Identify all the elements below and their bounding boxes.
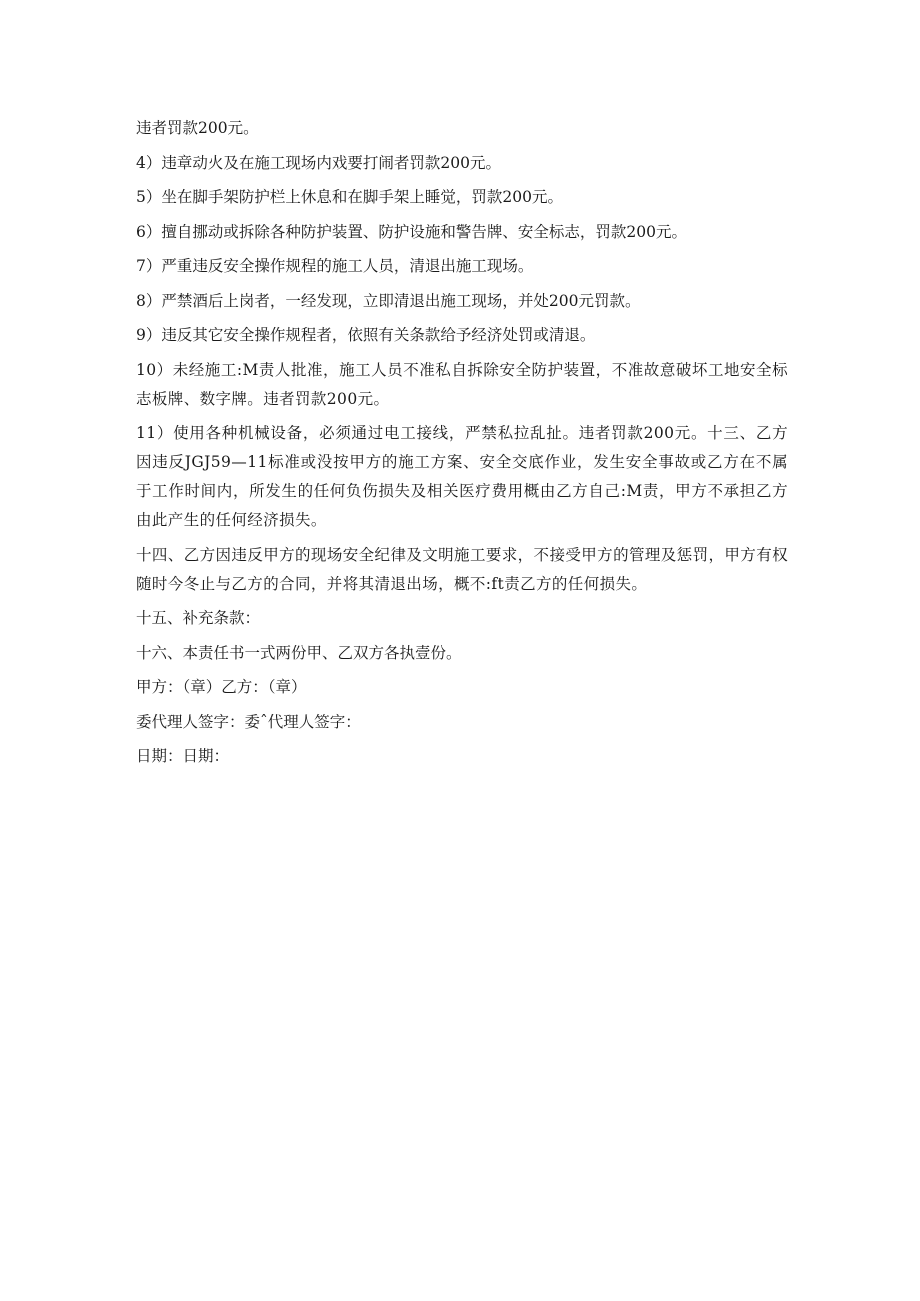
clause-4: 4）违章动火及在施工现场内戏要打闹者罚款200元。 xyxy=(136,153,501,172)
clause-15: 十五、补充条款： xyxy=(136,609,261,627)
party-seal-line: 甲方：（章）乙方：（章） xyxy=(136,678,307,696)
document-body xyxy=(136,114,788,777)
date-line: 日期：日期： xyxy=(136,747,230,765)
agent-signature-line: 委代理人签字：委ˆ代理人签字： xyxy=(136,712,361,731)
clause-8: 8）严禁酒后上岗者，一经发现，立即清退出施工现场，并处200元罚款。 xyxy=(136,291,641,310)
clause-16: 十六、本责任书一式两份甲、乙双方各执壹份。 xyxy=(136,643,462,662)
clause-10: 10）未经施工:M责人批准，施工人员不准私自拆除安全防护装置，不准故意破坏工地安全标志板牌、数字牌。违者罚款200元。 xyxy=(136,360,788,408)
text-line: 违者罚款200元。 xyxy=(136,119,259,137)
clause-6: 6）擅自挪动或拆除各种防护装置、防护设施和警告牌、安全标志，罚款200元。 xyxy=(136,222,687,241)
clause-7: 7）严重违反安全操作规程的施工人员，清退出施工现场。 xyxy=(136,257,534,275)
clause-9: 9）违反其它安全操作规程者，依照有关条款给予经济处罚或清退。 xyxy=(136,326,596,344)
clause-11: 11）使用各种机械设备，必须通过电工接线，严禁私拉乱扯。违者罚款200元。十三、乙方因违反JGJ59—11标准或没按甲方的施工方案、安全交底作业，发生安全事故或乙方在不属于工作时间内，所发生的任何负伤损失及相关医疗费用概由乙方自己:M责，甲方不承担乙方由此产生的任何经济损失。 xyxy=(136,424,788,529)
clause-5: 5）坐在脚手架防护栏上休息和在脚手架上睡觉，罚款200元。 xyxy=(136,188,563,206)
clause-14: 十四、乙方因违反甲方的现场安全纪律及文明施工要求，不接受甲方的管理及惩罚，甲方有权随时今冬止与乙方的合同，并将其清退出场，概不:ft责乙方的任何损失。 xyxy=(136,545,788,593)
